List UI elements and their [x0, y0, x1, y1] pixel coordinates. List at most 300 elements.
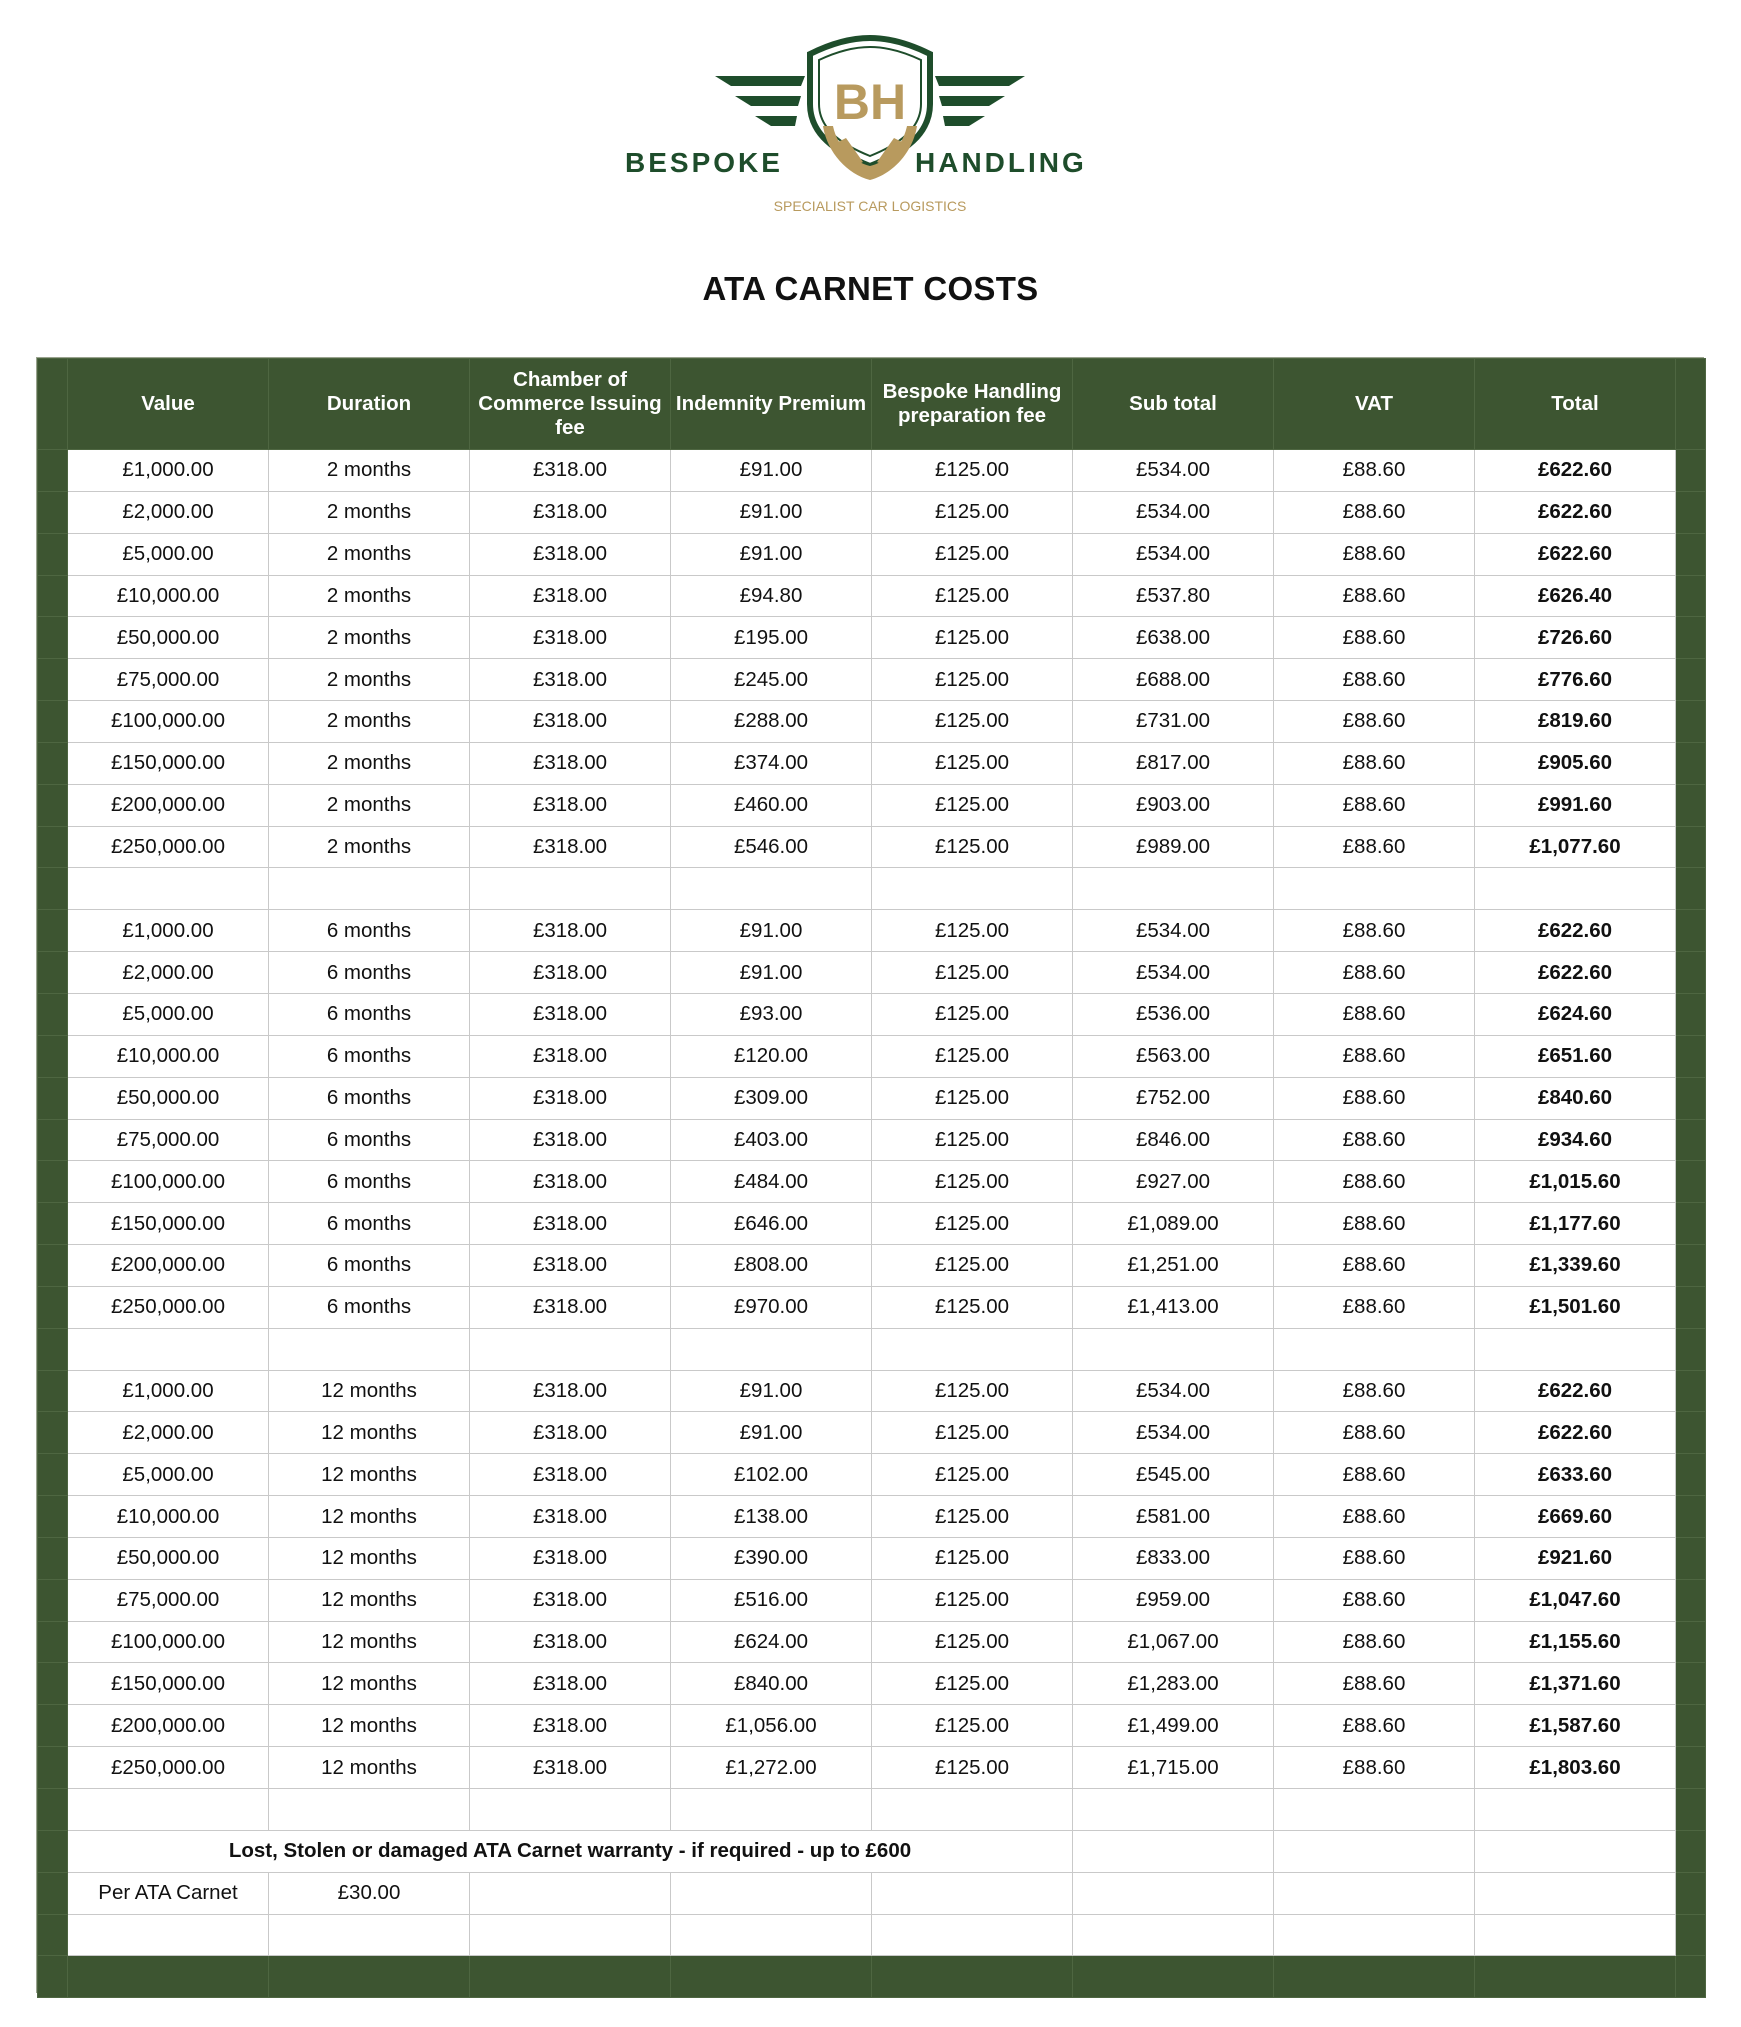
cell-preparation-fee: £125.00 [872, 1035, 1073, 1077]
cell-total: £1,155.60 [1475, 1621, 1676, 1663]
cell-duration: 12 months [269, 1747, 470, 1789]
column-header-indemnity-premium: Indemnity Premium [671, 359, 872, 450]
cell-vat: £88.60 [1274, 1663, 1475, 1705]
cell-duration: 6 months [269, 1035, 470, 1077]
cell-vat: £88.60 [1274, 1119, 1475, 1161]
cell-preparation-fee: £125.00 [872, 701, 1073, 743]
table-row [38, 450, 1706, 492]
cell-total: £669.60 [1475, 1496, 1676, 1538]
row-margin-left [38, 491, 68, 533]
row-margin-right [1676, 1161, 1706, 1203]
row-margin-right [1676, 1663, 1706, 1705]
row-margin-right [1676, 742, 1706, 784]
cell-sub-total: £688.00 [1073, 659, 1274, 701]
table-row [38, 1370, 1706, 1412]
row-margin-right [1676, 1914, 1706, 1956]
cell-preparation-fee: £125.00 [872, 1621, 1073, 1663]
cell-sub-total: £1,251.00 [1073, 1245, 1274, 1287]
cell-preparation-fee: £125.00 [872, 1412, 1073, 1454]
empty-cell [1073, 868, 1274, 910]
table-row [38, 1621, 1706, 1663]
cell-value: £75,000.00 [68, 1119, 269, 1161]
cell-chamber-fee: £318.00 [470, 1454, 671, 1496]
cell-duration: 12 months [269, 1663, 470, 1705]
cell-value: £100,000.00 [68, 1161, 269, 1203]
cell-value: £200,000.00 [68, 1245, 269, 1287]
carnet-cost-sheet [36, 357, 1704, 1993]
cell-value: £75,000.00 [68, 659, 269, 701]
empty-cell [872, 1328, 1073, 1370]
spacer-row [38, 868, 1706, 910]
row-margin-right [1676, 1872, 1706, 1914]
table-row [38, 1747, 1706, 1789]
cell-sub-total: £534.00 [1073, 1370, 1274, 1412]
column-header-total: Total [1475, 359, 1676, 450]
cell-total: £622.60 [1475, 910, 1676, 952]
row-margin-left [38, 993, 68, 1035]
cell-chamber-fee: £318.00 [470, 993, 671, 1035]
table-row [38, 1537, 1706, 1579]
empty-cell [1475, 868, 1676, 910]
table-row [38, 1035, 1706, 1077]
cell-value: £5,000.00 [68, 533, 269, 575]
cell-indemnity-premium: £91.00 [671, 491, 872, 533]
table-row [38, 1663, 1706, 1705]
cell-duration: 2 months [269, 617, 470, 659]
column-header-sub-total: Sub total [1073, 359, 1274, 450]
cell-sub-total: £537.80 [1073, 575, 1274, 617]
cell-chamber-fee: £318.00 [470, 1412, 671, 1454]
row-margin-right [1676, 910, 1706, 952]
cell-value: £200,000.00 [68, 784, 269, 826]
empty-cell [1475, 1328, 1676, 1370]
spacer-row [38, 1789, 1706, 1831]
cell-vat: £88.60 [1274, 1161, 1475, 1203]
row-margin-left [38, 1789, 68, 1831]
row-margin-right [1676, 1286, 1706, 1328]
empty-cell [671, 1789, 872, 1831]
table-row [38, 1161, 1706, 1203]
cell-duration: 6 months [269, 952, 470, 994]
table-row [38, 1203, 1706, 1245]
cell-chamber-fee: £318.00 [470, 742, 671, 784]
cell-sub-total: £846.00 [1073, 1119, 1274, 1161]
cell-chamber-fee: £318.00 [470, 1579, 671, 1621]
cell-total: £1,047.60 [1475, 1579, 1676, 1621]
cell-vat: £88.60 [1274, 1412, 1475, 1454]
cell-indemnity-premium: £840.00 [671, 1663, 872, 1705]
row-margin-right [1676, 1035, 1706, 1077]
cell-vat: £88.60 [1274, 1621, 1475, 1663]
empty-cell [1073, 1914, 1274, 1956]
table-row [38, 575, 1706, 617]
footer-cell [1274, 1956, 1475, 1998]
cell-preparation-fee: £125.00 [872, 1370, 1073, 1412]
cell-preparation-fee: £125.00 [872, 826, 1073, 868]
empty-cell [470, 1914, 671, 1956]
table-footer-band [38, 1956, 1706, 1998]
empty-cell [269, 1789, 470, 1831]
cell-vat: £88.60 [1274, 742, 1475, 784]
empty-cell [671, 1914, 872, 1956]
cell-sub-total: £989.00 [1073, 826, 1274, 868]
cell-vat: £88.60 [1274, 491, 1475, 533]
cell-preparation-fee: £125.00 [872, 993, 1073, 1035]
logo-name-left: BESPOKE [625, 147, 783, 178]
row-margin-left [38, 868, 68, 910]
cell-total: £1,501.60 [1475, 1286, 1676, 1328]
cell-value: £150,000.00 [68, 742, 269, 784]
row-margin-left [38, 910, 68, 952]
cell-indemnity-premium: £195.00 [671, 617, 872, 659]
cell-duration: 6 months [269, 1286, 470, 1328]
table-row [38, 1454, 1706, 1496]
cell-preparation-fee: £125.00 [872, 1245, 1073, 1287]
empty-cell [470, 1872, 671, 1914]
cell-sub-total: £1,283.00 [1073, 1663, 1274, 1705]
footer-cell [1676, 1956, 1706, 1998]
cell-vat: £88.60 [1274, 575, 1475, 617]
cell-preparation-fee: £125.00 [872, 450, 1073, 492]
cell-sub-total: £534.00 [1073, 910, 1274, 952]
cell-chamber-fee: £318.00 [470, 1203, 671, 1245]
table-row [38, 491, 1706, 533]
cell-chamber-fee: £318.00 [470, 701, 671, 743]
cell-value: £250,000.00 [68, 826, 269, 868]
cell-preparation-fee: £125.00 [872, 1537, 1073, 1579]
cell-chamber-fee: £318.00 [470, 1245, 671, 1287]
logo-monogram: BH [833, 74, 907, 130]
empty-cell [1475, 1789, 1676, 1831]
cell-chamber-fee: £318.00 [470, 533, 671, 575]
cell-indemnity-premium: £484.00 [671, 1161, 872, 1203]
row-margin-left [38, 1537, 68, 1579]
table-row [38, 1077, 1706, 1119]
empty-cell [872, 868, 1073, 910]
row-margin-left [38, 1161, 68, 1203]
empty-cell [269, 1328, 470, 1370]
cell-sub-total: £1,413.00 [1073, 1286, 1274, 1328]
row-margin-left [38, 659, 68, 701]
empty-cell [1274, 1328, 1475, 1370]
cell-duration: 6 months [269, 993, 470, 1035]
empty-cell [1475, 1914, 1676, 1956]
empty-cell [470, 1789, 671, 1831]
cell-total: £633.60 [1475, 1454, 1676, 1496]
cell-duration: 6 months [269, 910, 470, 952]
cell-indemnity-premium: £288.00 [671, 701, 872, 743]
table-row [38, 533, 1706, 575]
cell-value: £10,000.00 [68, 1035, 269, 1077]
empty-cell [68, 868, 269, 910]
row-margin-left [38, 1328, 68, 1370]
cell-indemnity-premium: £390.00 [671, 1537, 872, 1579]
row-margin-right [1676, 1579, 1706, 1621]
cell-total: £819.60 [1475, 701, 1676, 743]
cell-duration: 12 months [269, 1579, 470, 1621]
cell-chamber-fee: £318.00 [470, 1161, 671, 1203]
cell-sub-total: £534.00 [1073, 533, 1274, 575]
cell-value: £50,000.00 [68, 1077, 269, 1119]
cell-chamber-fee: £318.00 [470, 784, 671, 826]
cell-preparation-fee: £125.00 [872, 1496, 1073, 1538]
cell-value: £2,000.00 [68, 491, 269, 533]
cell-total: £622.60 [1475, 1370, 1676, 1412]
table-row [38, 826, 1706, 868]
cell-preparation-fee: £125.00 [872, 1161, 1073, 1203]
cell-indemnity-premium: £91.00 [671, 952, 872, 994]
row-margin-left [38, 1370, 68, 1412]
cell-vat: £88.60 [1274, 1203, 1475, 1245]
cell-preparation-fee: £125.00 [872, 1286, 1073, 1328]
table-row [38, 993, 1706, 1035]
cell-sub-total: £534.00 [1073, 1412, 1274, 1454]
empty-cell [872, 1872, 1073, 1914]
cell-duration: 2 months [269, 450, 470, 492]
footer-cell [1073, 1956, 1274, 1998]
cell-total: £934.60 [1475, 1119, 1676, 1161]
cell-total: £921.60 [1475, 1537, 1676, 1579]
row-margin-right [1676, 575, 1706, 617]
row-margin-right [1676, 1203, 1706, 1245]
cell-chamber-fee: £318.00 [470, 1747, 671, 1789]
row-margin-right [1676, 1789, 1706, 1831]
cell-indemnity-premium: £94.80 [671, 575, 872, 617]
cell-duration: 2 months [269, 784, 470, 826]
row-margin-right [1676, 952, 1706, 994]
cell-total: £1,177.60 [1475, 1203, 1676, 1245]
empty-cell [1274, 1789, 1475, 1831]
cell-chamber-fee: £318.00 [470, 1663, 671, 1705]
row-margin-right [1676, 533, 1706, 575]
row-margin-left [38, 1286, 68, 1328]
cell-sub-total: £959.00 [1073, 1579, 1274, 1621]
cell-value: £250,000.00 [68, 1747, 269, 1789]
cell-preparation-fee: £125.00 [872, 533, 1073, 575]
cell-preparation-fee: £125.00 [872, 1663, 1073, 1705]
cell-indemnity-premium: £1,056.00 [671, 1705, 872, 1747]
row-margin-right [1676, 993, 1706, 1035]
row-margin-right [1676, 826, 1706, 868]
row-margin-right [1676, 1245, 1706, 1287]
cell-chamber-fee: £318.00 [470, 659, 671, 701]
cell-value: £100,000.00 [68, 701, 269, 743]
cell-vat: £88.60 [1274, 450, 1475, 492]
row-margin-left [38, 1496, 68, 1538]
cell-indemnity-premium: £646.00 [671, 1203, 872, 1245]
cell-chamber-fee: £318.00 [470, 1035, 671, 1077]
cell-total: £622.60 [1475, 1412, 1676, 1454]
cell-chamber-fee: £318.00 [470, 826, 671, 868]
cell-total: £905.60 [1475, 742, 1676, 784]
column-header-duration: Duration [269, 359, 470, 450]
cell-total: £1,803.60 [1475, 1747, 1676, 1789]
empty-cell [470, 1328, 671, 1370]
cell-vat: £88.60 [1274, 826, 1475, 868]
row-margin-right [1676, 1537, 1706, 1579]
table-row [38, 742, 1706, 784]
column-header-vat: VAT [1274, 359, 1475, 450]
empty-cell [269, 1914, 470, 1956]
empty-cell [1274, 1914, 1475, 1956]
cell-sub-total: £545.00 [1073, 1454, 1274, 1496]
cell-total: £840.60 [1475, 1077, 1676, 1119]
row-margin-left [38, 952, 68, 994]
row-margin-left [38, 784, 68, 826]
cell-preparation-fee: £125.00 [872, 491, 1073, 533]
row-margin-left [38, 1663, 68, 1705]
cell-preparation-fee: £125.00 [872, 1119, 1073, 1161]
empty-cell [1073, 1872, 1274, 1914]
table-row [38, 659, 1706, 701]
logo-tagline: SPECIALIST CAR LOGISTICS [773, 198, 967, 214]
cell-vat: £88.60 [1274, 952, 1475, 994]
cell-value: £200,000.00 [68, 1705, 269, 1747]
cell-indemnity-premium: £102.00 [671, 1454, 872, 1496]
table-row [38, 1496, 1706, 1538]
empty-cell [1274, 1872, 1475, 1914]
warranty-note: Lost, Stolen or damaged ATA Carnet warranty - if required - up to £600 [68, 1830, 1073, 1872]
cell-value: £150,000.00 [68, 1203, 269, 1245]
empty-cell [671, 868, 872, 910]
cell-duration: 12 months [269, 1496, 470, 1538]
cell-value: £1,000.00 [68, 450, 269, 492]
cell-value: £1,000.00 [68, 910, 269, 952]
cell-value: £50,000.00 [68, 1537, 269, 1579]
cell-value: £10,000.00 [68, 1496, 269, 1538]
row-margin-right [1676, 1454, 1706, 1496]
cell-total: £624.60 [1475, 993, 1676, 1035]
cell-sub-total: £1,089.00 [1073, 1203, 1274, 1245]
cell-preparation-fee: £125.00 [872, 1077, 1073, 1119]
table-row [38, 784, 1706, 826]
bespoke-handling-logo [625, 34, 1115, 224]
cell-chamber-fee: £318.00 [470, 1705, 671, 1747]
footer-cell [1475, 1956, 1676, 1998]
row-margin-left [38, 1579, 68, 1621]
cell-total: £622.60 [1475, 952, 1676, 994]
row-margin-left [38, 1830, 68, 1872]
cell-chamber-fee: £318.00 [470, 617, 671, 659]
table-body [38, 450, 1706, 1998]
cell-vat: £88.60 [1274, 1705, 1475, 1747]
cell-value: £2,000.00 [68, 1412, 269, 1454]
cell-indemnity-premium: £516.00 [671, 1579, 872, 1621]
cell-sub-total: £817.00 [1073, 742, 1274, 784]
empty-cell [1475, 1830, 1676, 1872]
cell-duration: 12 months [269, 1370, 470, 1412]
row-margin-left [38, 1412, 68, 1454]
cell-indemnity-premium: £546.00 [671, 826, 872, 868]
warranty-item-label: Per ATA Carnet [68, 1872, 269, 1914]
row-margin-right [1676, 617, 1706, 659]
cell-preparation-fee: £125.00 [872, 742, 1073, 784]
cell-indemnity-premium: £91.00 [671, 910, 872, 952]
cell-indemnity-premium: £624.00 [671, 1621, 872, 1663]
cell-chamber-fee: £318.00 [470, 575, 671, 617]
table-row [38, 910, 1706, 952]
empty-cell [269, 868, 470, 910]
cell-indemnity-premium: £460.00 [671, 784, 872, 826]
cell-duration: 2 months [269, 826, 470, 868]
row-margin-right [1676, 1412, 1706, 1454]
row-margin-right [1676, 1370, 1706, 1412]
row-margin-left [38, 1245, 68, 1287]
row-margin-left [38, 1872, 68, 1914]
cell-chamber-fee: £318.00 [470, 1119, 671, 1161]
cell-preparation-fee: £125.00 [872, 1454, 1073, 1496]
cell-sub-total: £833.00 [1073, 1537, 1274, 1579]
cell-total: £626.40 [1475, 575, 1676, 617]
cell-vat: £88.60 [1274, 1537, 1475, 1579]
cell-value: £250,000.00 [68, 1286, 269, 1328]
cell-duration: 2 months [269, 533, 470, 575]
cell-value: £50,000.00 [68, 617, 269, 659]
cell-value: £150,000.00 [68, 1663, 269, 1705]
empty-cell [1274, 1830, 1475, 1872]
spacer-row [38, 1328, 1706, 1370]
cell-sub-total: £581.00 [1073, 1496, 1274, 1538]
cell-indemnity-premium: £138.00 [671, 1496, 872, 1538]
row-margin-left [38, 1454, 68, 1496]
row-margin-right [1676, 1496, 1706, 1538]
row-margin-left [38, 1621, 68, 1663]
cell-chamber-fee: £318.00 [470, 1537, 671, 1579]
empty-cell [671, 1328, 872, 1370]
cell-total: £726.60 [1475, 617, 1676, 659]
cell-duration: 2 months [269, 575, 470, 617]
cell-indemnity-premium: £91.00 [671, 450, 872, 492]
row-margin-right [1676, 701, 1706, 743]
table-row [38, 1579, 1706, 1621]
cell-preparation-fee: £125.00 [872, 910, 1073, 952]
empty-cell [1073, 1328, 1274, 1370]
cell-sub-total: £752.00 [1073, 1077, 1274, 1119]
cell-value: £10,000.00 [68, 575, 269, 617]
cell-indemnity-premium: £309.00 [671, 1077, 872, 1119]
cell-total: £651.60 [1475, 1035, 1676, 1077]
row-margin-left [38, 742, 68, 784]
cell-duration: 6 months [269, 1077, 470, 1119]
row-margin-right [1676, 1077, 1706, 1119]
cell-value: £75,000.00 [68, 1579, 269, 1621]
cell-value: £1,000.00 [68, 1370, 269, 1412]
cell-preparation-fee: £125.00 [872, 1705, 1073, 1747]
empty-cell [68, 1914, 269, 1956]
cell-indemnity-premium: £1,272.00 [671, 1747, 872, 1789]
empty-cell [1073, 1789, 1274, 1831]
cell-indemnity-premium: £374.00 [671, 742, 872, 784]
cell-duration: 12 months [269, 1621, 470, 1663]
cell-duration: 2 months [269, 491, 470, 533]
cell-vat: £88.60 [1274, 993, 1475, 1035]
cell-total: £1,077.60 [1475, 826, 1676, 868]
cell-duration: 6 months [269, 1161, 470, 1203]
cell-preparation-fee: £125.00 [872, 659, 1073, 701]
cell-indemnity-premium: £808.00 [671, 1245, 872, 1287]
row-margin-right [1676, 450, 1706, 492]
cell-sub-total: £1,499.00 [1073, 1705, 1274, 1747]
row-margin-left [38, 533, 68, 575]
cell-indemnity-premium: £403.00 [671, 1119, 872, 1161]
column-header-preparation-fee: Bespoke Handling preparation fee [872, 359, 1073, 450]
cell-duration: 2 months [269, 659, 470, 701]
row-margin-left [38, 1203, 68, 1245]
cell-total: £1,015.60 [1475, 1161, 1676, 1203]
footer-cell [68, 1956, 269, 1998]
cell-vat: £88.60 [1274, 1496, 1475, 1538]
cell-indemnity-premium: £91.00 [671, 1412, 872, 1454]
